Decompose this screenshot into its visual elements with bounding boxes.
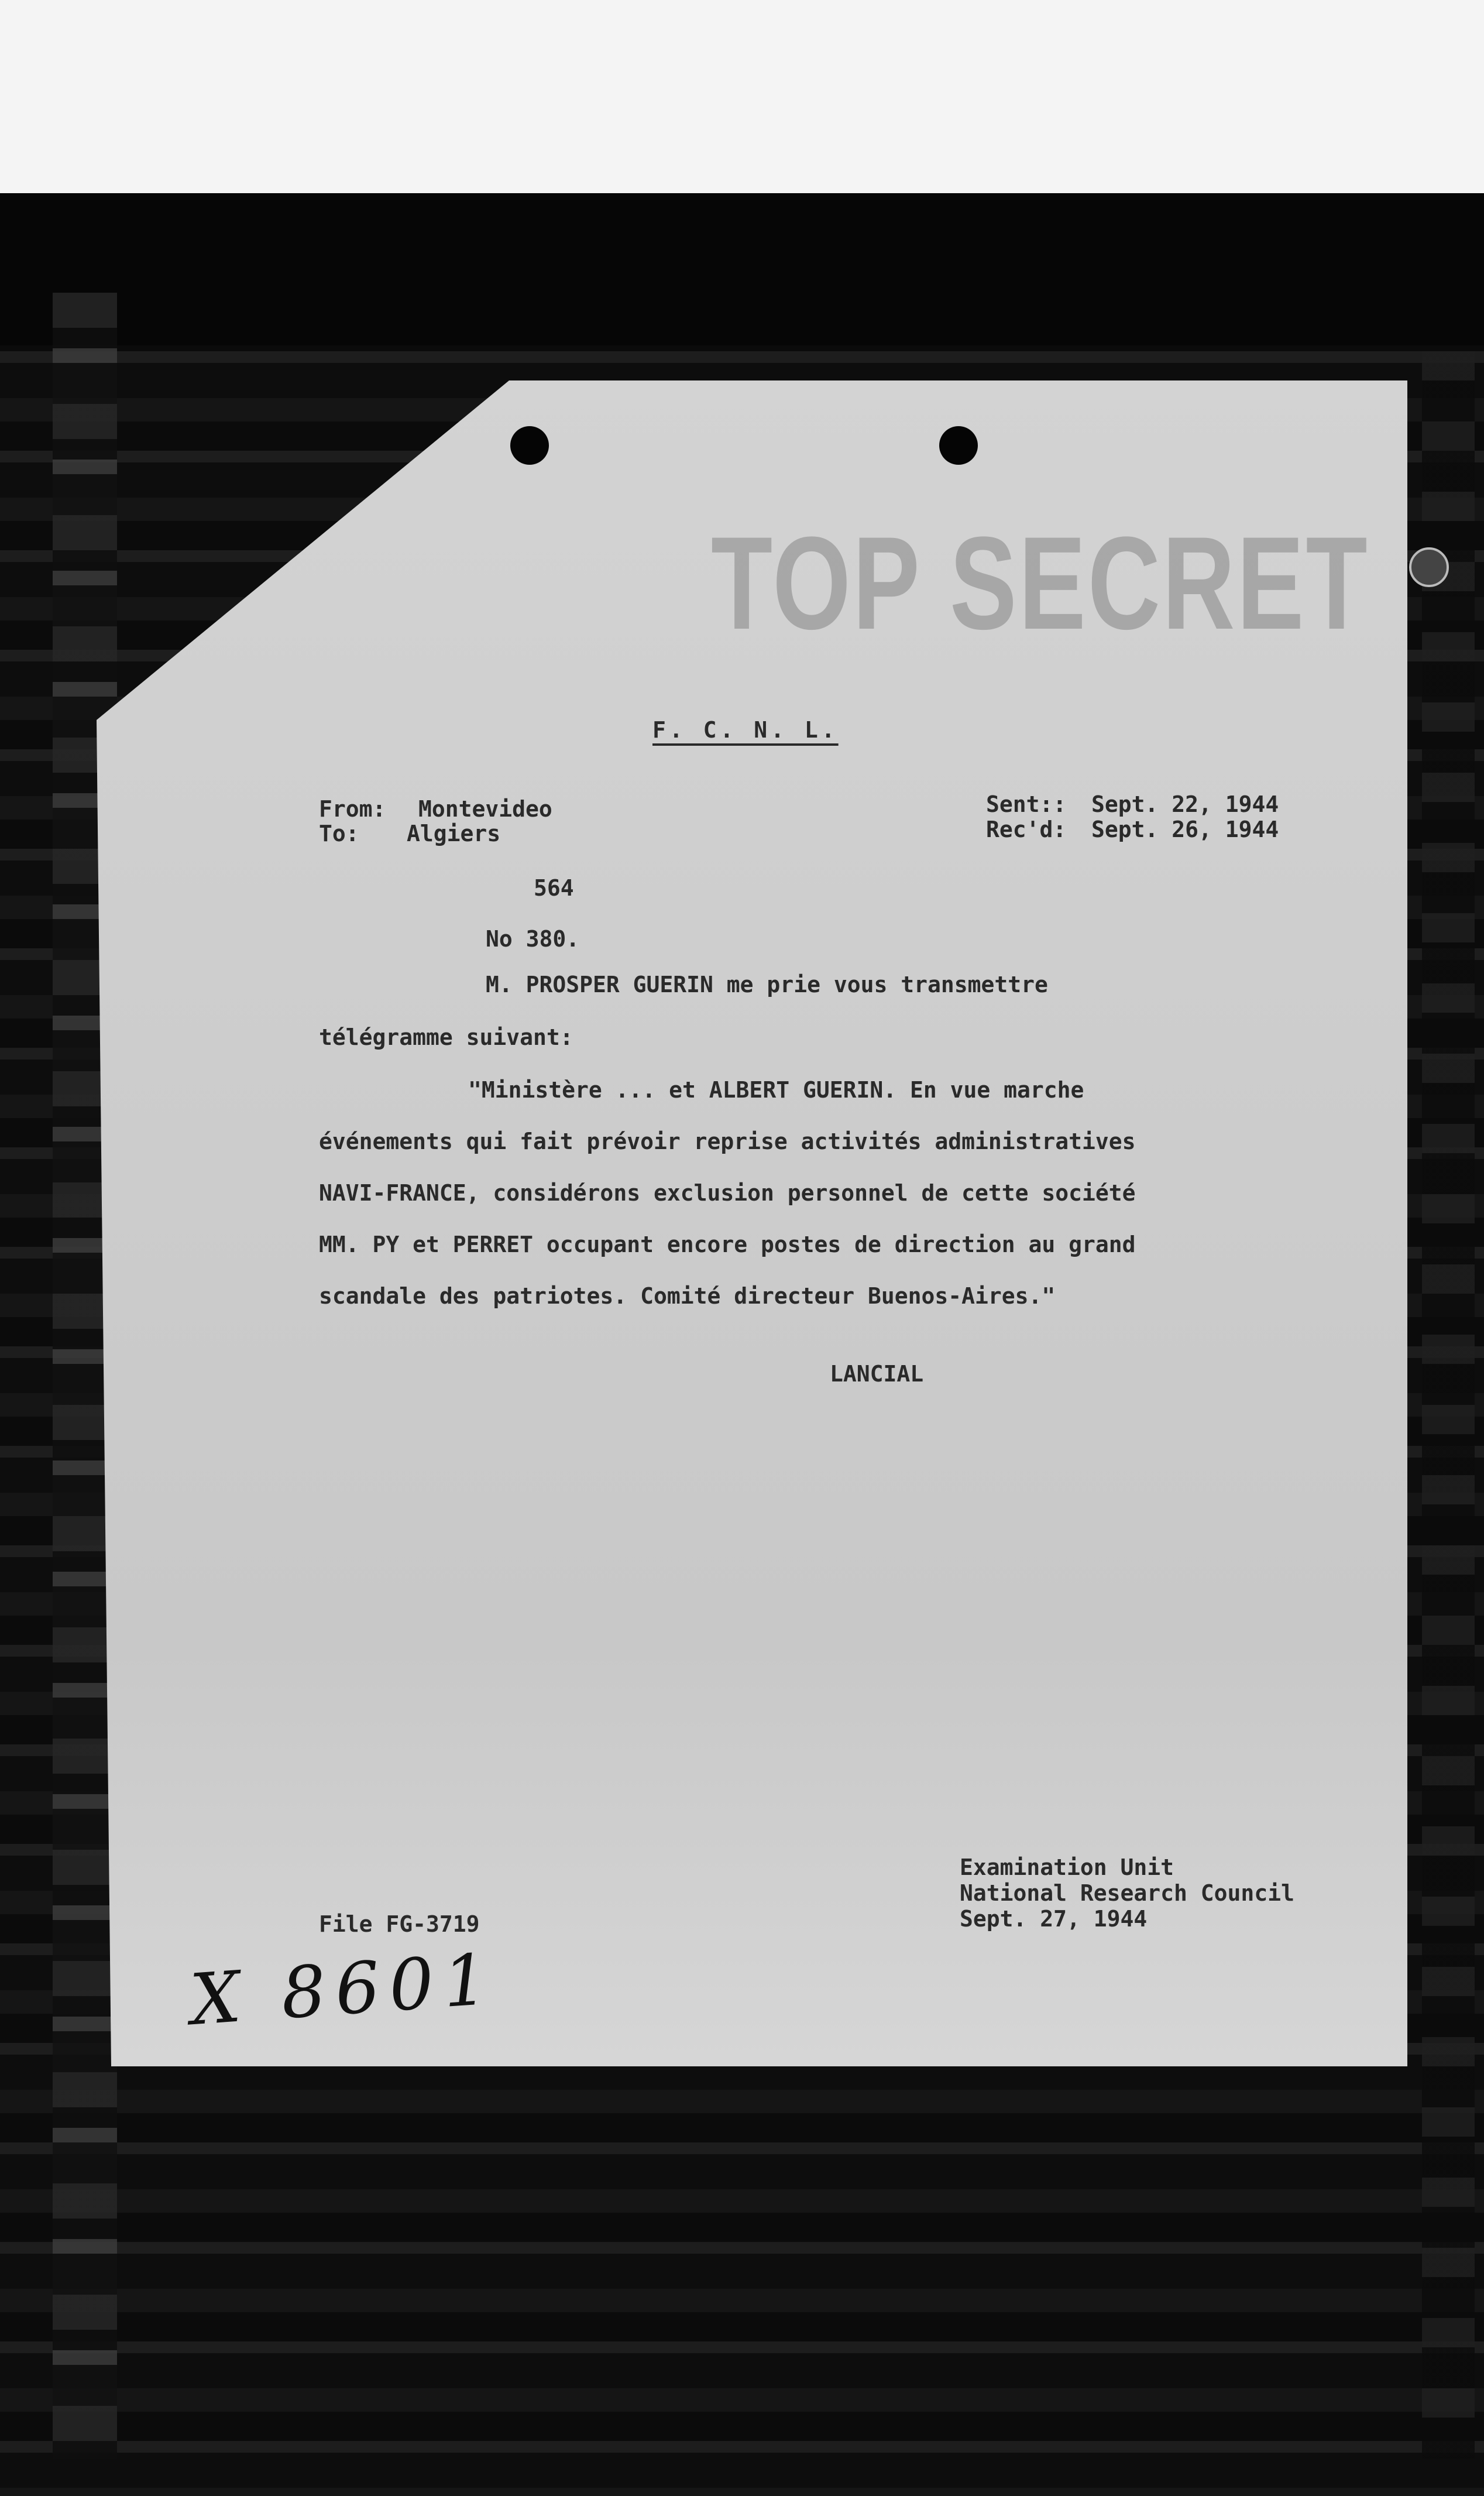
scan-top-margin <box>0 0 1484 193</box>
body-line: scandale des patriotes. Comité directeur Buenos-Aires." <box>319 1283 1056 1309</box>
to-value: Algiers <box>407 821 501 846</box>
sent-date: Sept. 22, 1944 <box>1091 791 1279 817</box>
footer-line: Sept. 27, 1944 <box>960 1906 1148 1932</box>
seal-icon <box>1409 547 1449 587</box>
to-label: To: <box>319 821 359 846</box>
punch-hole-right <box>939 426 978 465</box>
footer-line: Examination Unit <box>960 1854 1174 1880</box>
file-reference: File FG-3719 <box>319 1911 480 1937</box>
body-line: événements qui fait prévoir reprise activités administratives <box>319 1129 1136 1154</box>
body-line: M. PROSPER GUERIN me prie vous transmettre <box>486 972 1048 997</box>
reference-number: 564 <box>534 875 574 901</box>
from-value: Montevideo <box>418 796 552 822</box>
document-header: F. C. N. L. <box>652 717 839 743</box>
sent-label: Sent:: <box>986 791 1067 817</box>
punch-hole-left <box>510 426 549 465</box>
body-line: MM. PY et PERRET occupant encore postes de direction au grand <box>319 1232 1136 1257</box>
message-number: No 380. <box>486 926 580 952</box>
received-label: Rec'd: <box>986 817 1067 842</box>
body-line: NAVI-FRANCE, considérons exclusion personnel de cette société <box>319 1180 1136 1206</box>
handwritten-note: X 8601 <box>187 1938 500 2042</box>
footer-line: National Research Council <box>960 1880 1294 1906</box>
body-line: télégramme suivant: <box>319 1024 573 1050</box>
body-line: "Ministère ... et ALBERT GUERIN. En vue marche <box>468 1077 1084 1103</box>
top-secret-stamp: TOP SECRET <box>711 509 1369 657</box>
film-strip-right <box>1422 351 1475 2459</box>
received-date: Sept. 26, 1944 <box>1091 817 1279 842</box>
signature: LANCIAL <box>830 1361 924 1387</box>
scan-dark-band <box>0 193 1484 345</box>
from-label: From: <box>319 796 386 822</box>
